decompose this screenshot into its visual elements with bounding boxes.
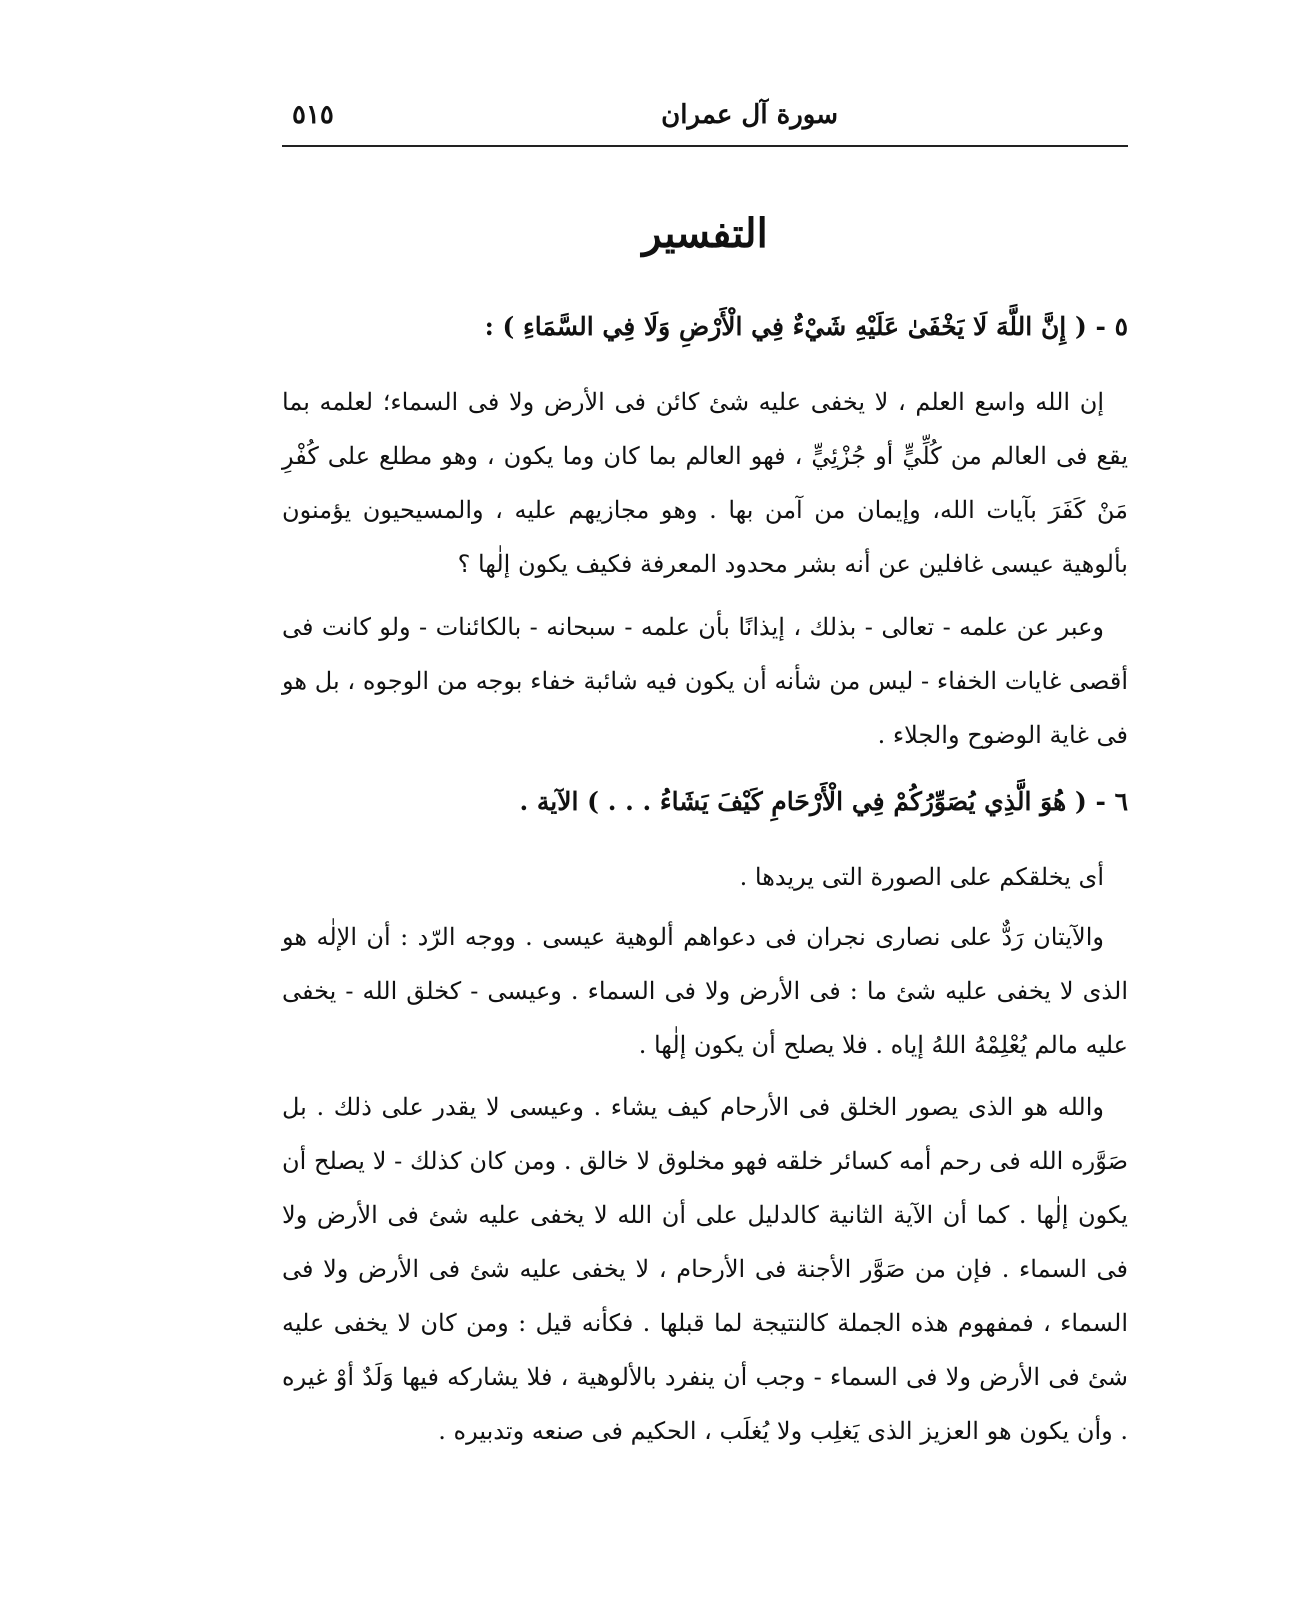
paragraph-3: أى يخلقكم على الصورة التى يريدها . <box>739 863 1104 891</box>
verse-5: ٥ - ( إِنَّ اللَّهَ لَا يَخْفَىٰ عَلَيْهِ شَيْءٌ فِي الْأَرْضِ وَلَا فِي السَّمَاءِ ) : <box>484 312 1128 341</box>
header-rule <box>282 145 1128 147</box>
paragraph-4: والآيتان رَدٌّ على نصارى نجران فى دعواهم ألوهية عيسى . ووجه الرّد : أن الإلٰه هو الذى لا يخفى عليه شئ ما : فى الأرض ولا فى السماء . وعيسى - كخلق الله - يخفى عليه مالم يُعْلِمْهُ اللهُ إياه . فلا يصلح أن يكون إلٰها . <box>282 923 1128 1059</box>
verse-6: ٦ - ( هُوَ الَّذِي يُصَوِّرُكُمْ فِي الْأَرْحَامِ كَيْفَ يَشَاءُ . . . ) الآية . <box>519 787 1128 816</box>
paragraph-2: وعبر عن علمه - تعالى - بذلك ، إيذانًا بأن علمه - سبحانه - بالكائنات - ولو كانت فى أقصى غايات الخفاء - ليس من شأنه أن يكون فيه شائبة خفاء بوجه من الوجوه ، بل هو فى غاية الوضوح والجلاء . <box>282 613 1128 749</box>
surah-title: سورة آل عمران <box>661 100 838 130</box>
paragraph-1: إن الله واسع العلم ، لا يخفى عليه شئ كائن فى الأرض ولا فى السماء؛ لعلمه بما يقع فى العالم من كُلِّيٍّ أو جُزْئِيٍّ ، فهو العالم بما كان وما يكون ، وهو مطلع على كُفْرِ مَنْ كَفَرَ بآيات الله، وإيمان من آمن بها . وهو مجازيهم عليه ، والمسيحيون يؤمنون بألوهية عيسى غافلين عن أنه بشر محدود المعرفة فكيف يكون إلٰها ؟ <box>282 388 1128 578</box>
page-number: ٥١٥ <box>292 100 334 130</box>
paragraph-5: والله هو الذى يصور الخلق فى الأرحام كيف يشاء . وعيسى لا يقدر على ذلك . بل صَوَّره الله فى رحم أمه كسائر خلقه فهو مخلوق لا خالق . ومن كان كذلك - لا يصلح أن يكون إلٰها . كما أن الآية الثانية كالدليل على أن الله لا يخفى عليه شئ فى الأرض ولا فى السماء . فإن من صَوَّر الأجنة فى الأرحام ، لا يخفى عليه شئ فى الأرض ولا فى السماء ، فمفهوم هذه الجملة كالنتيجة لما قبلها . فكأنه قيل : ومن كان لا يخفى عليه شئ فى الأرض ولا فى السماء - وجب أن ينفرد بالألوهية ، فلا يشاركه فيها وَلَدٌ أوْ غيره . وأن يكون هو العزيز الذى يَغلِب ولا يُغلَب ، الحكيم فى صنعه وتدبيره . <box>282 1093 1128 1445</box>
section-title: التفسير <box>642 210 768 257</box>
running-header <box>282 100 1128 140</box>
